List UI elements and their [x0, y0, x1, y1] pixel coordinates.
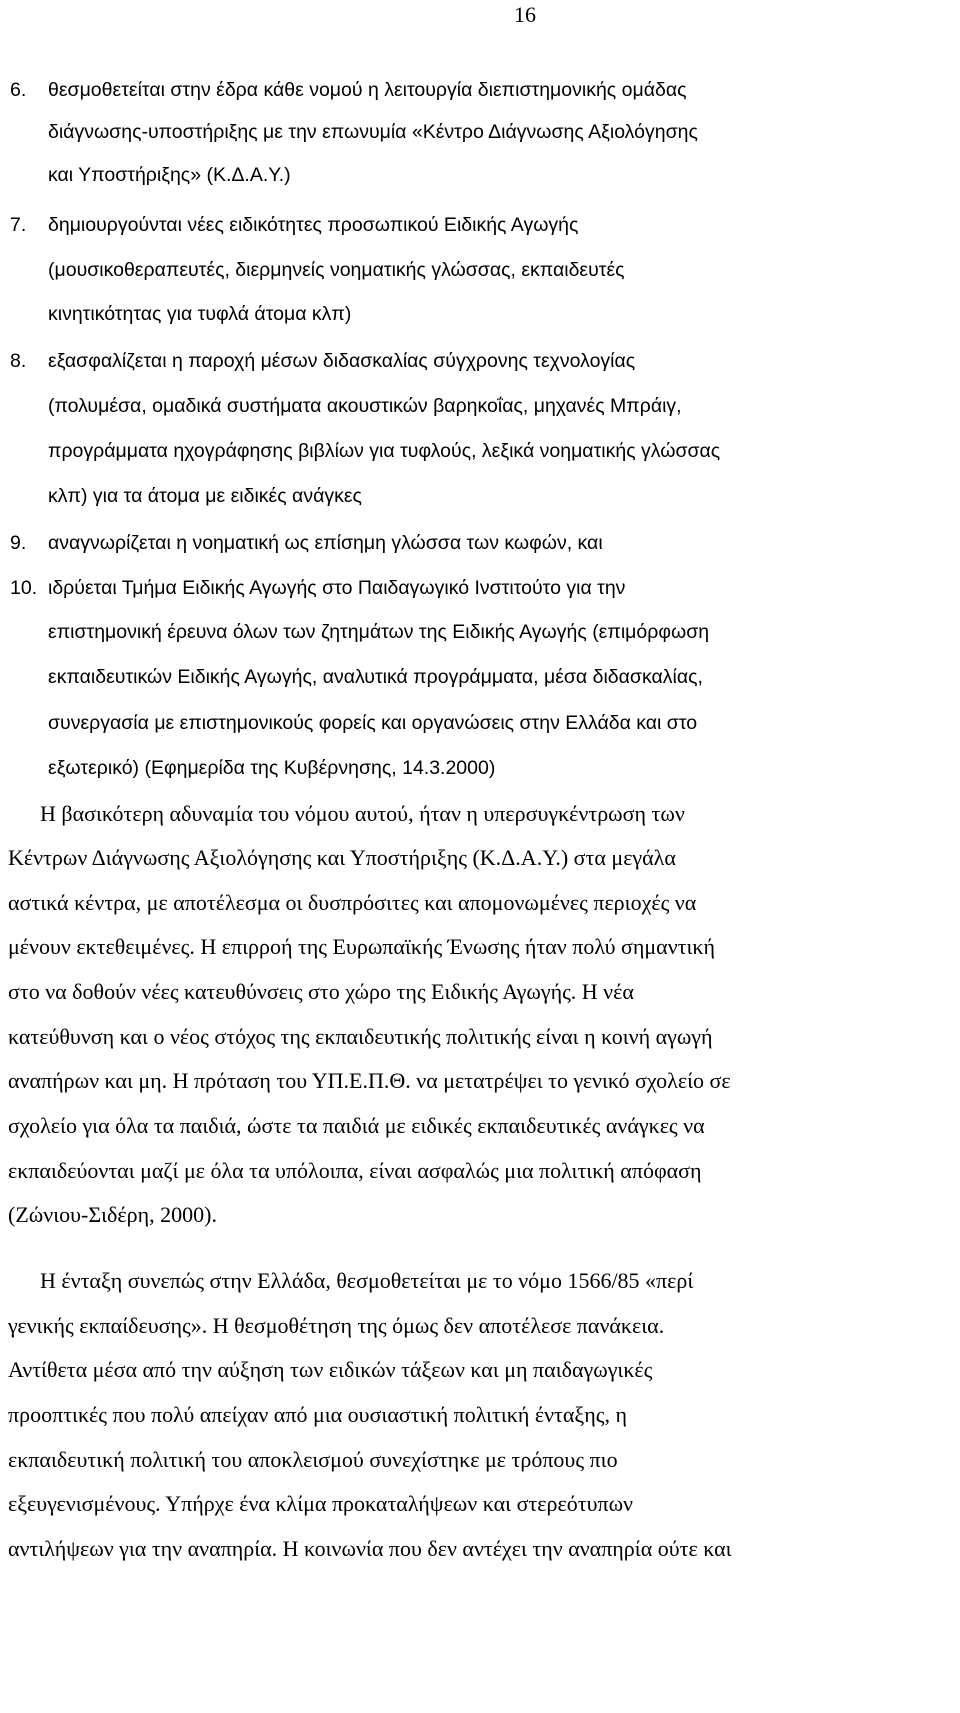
list-item-line: συνεργασία με επιστημονικούς φορείς και οργανώσεις στην Ελλάδα και στο: [48, 712, 698, 734]
list-item-line: προγράμματα ηχογράφησης βιβλίων για τυφλούς, λεξικά νοηματικής γλώσσας: [48, 440, 721, 462]
paragraph-line: στο να δοθούν νέες κατευθύνσεις στο χώρο της Ειδικής Αγωγής. Η νέα: [8, 979, 634, 1004]
list-number: 8.: [10, 350, 27, 372]
list-item-line: θεσμοθετείται στην έδρα κάθε νομού η λειτουργία διεπιστημονικής ομάδας: [48, 79, 687, 101]
paragraph-line: αστικά κέντρα, με αποτέλεσμα οι δυσπρόσιτες και απομονωμένες περιοχές να: [8, 890, 697, 915]
paragraph-line: κατεύθυνση και ο νέος στόχος της εκπαιδευτικής πολιτικής είναι η κοινή αγωγή: [8, 1024, 713, 1049]
list-item-line: κλπ) για τα άτομα με ειδικές ανάγκες: [48, 485, 362, 507]
list-item-line: κινητικότητας για τυφλά άτομα κλπ): [48, 303, 352, 325]
paragraph-line: εκπαιδεύονται μαζί με όλα τα υπόλοιπα, είναι ασφαλώς μια πολιτική απόφαση: [8, 1158, 702, 1183]
paragraph-line: αναπήρων και μη. Η πρόταση του ΥΠ.Ε.Π.Θ. να μετατρέψει το γενικό σχολείο σε: [8, 1068, 731, 1093]
list-item-line: επιστημονική έρευνα όλων των ζητημάτων της Ειδικής Αγωγής (επιμόρφωση: [48, 621, 710, 643]
paragraph-line: γενικής εκπαίδευσης». Η θεσμοθέτηση της όμως δεν αποτέλεσε πανάκεια.: [8, 1313, 665, 1338]
paragraph-line: Κέντρων Διάγνωσης Αξιολόγησης και Υποστήριξης (Κ.Δ.Α.Υ.) στα μεγάλα: [8, 845, 676, 870]
list-item-line: αναγνωρίζεται η νοηματική ως επίσημη γλώσσα των κωφών, και: [48, 532, 603, 554]
list-item-line: εξωτερικό) (Εφημερίδα της Κυβέρνησης, 14.3.2000): [48, 757, 496, 779]
paragraph-line: μένουν εκτεθειμένες. Η επιρροή της Ευρωπαϊκής Ένωσης ήταν πολύ σημαντική: [8, 934, 716, 959]
list-item-line: εξασφαλίζεται η παροχή μέσων διδασκαλίας σύγχρονης τεχνολογίας: [48, 350, 636, 372]
list-item-line: ιδρύεται Τμήμα Ειδικής Αγωγής στο Παιδαγωγικό Ινστιτούτο για την: [48, 577, 626, 599]
paragraph-line: Η ένταξη συνεπώς στην Ελλάδα, θεσμοθετείται με το νόμο 1566/85 «περί: [40, 1268, 694, 1293]
page-number: 16: [514, 2, 536, 27]
list-number: 9.: [10, 532, 27, 554]
list-item-line: δημιουργούνται νέες ειδικότητες προσωπικού Ειδικής Αγωγής: [48, 214, 579, 236]
list-item-line: (μουσικοθεραπευτές, διερμηνείς νοηματικής γλώσσας, εκπαιδευτές: [48, 259, 625, 281]
list-number: 7.: [10, 214, 27, 236]
list-item-line: και Υποστήριξης» (Κ.Δ.Α.Υ.): [48, 164, 291, 186]
paragraph-line: εξευγενισμένους. Υπήρχε ένα κλίμα προκαταλήψεων και στερεότυπων: [8, 1491, 633, 1516]
paragraph-line: εκπαιδευτική πολιτική του αποκλεισμού συνεχίστηκε με τρόπους πιο: [8, 1447, 618, 1472]
paragraph-line: Η βασικότερη αδυναμία του νόμου αυτού, ήταν η υπερσυγκέντρωση των: [40, 801, 685, 826]
paragraph-line: σχολείο για όλα τα παιδιά, ώστε τα παιδιά με ειδικές εκπαιδευτικές ανάγκες να: [8, 1113, 705, 1138]
list-item-line: (πολυμέσα, ομαδικά συστήματα ακουστικών βαρηκοΐας, μηχανές Μπράιγ,: [48, 395, 682, 417]
paragraph-line: Αντίθετα μέσα από την αύξηση των ειδικών τάξεων και μη παιδαγωγικές: [8, 1357, 653, 1382]
list-number: 10.: [10, 577, 38, 599]
list-item-line: εκπαιδευτικών Ειδικής Αγωγής, αναλυτικά προγράμματα, μέσα διδασκαλίας,: [48, 666, 703, 688]
list-number: 6.: [10, 79, 27, 101]
paragraph-line: αντιλήψεων για την αναπηρία. Η κοινωνία που δεν αντέχει την αναπηρία ούτε και: [8, 1536, 732, 1561]
paragraph-line: προοπτικές που πολύ απείχαν από μια ουσιαστική πολιτική ένταξης, η: [8, 1402, 627, 1427]
paragraph-line: (Ζώνιου-Σιδέρη, 2000).: [8, 1202, 217, 1227]
list-item-line: διάγνωσης-υποστήριξης με την επωνυμία «Κέντρο Διάγνωσης Αξιολόγησης: [48, 121, 698, 143]
